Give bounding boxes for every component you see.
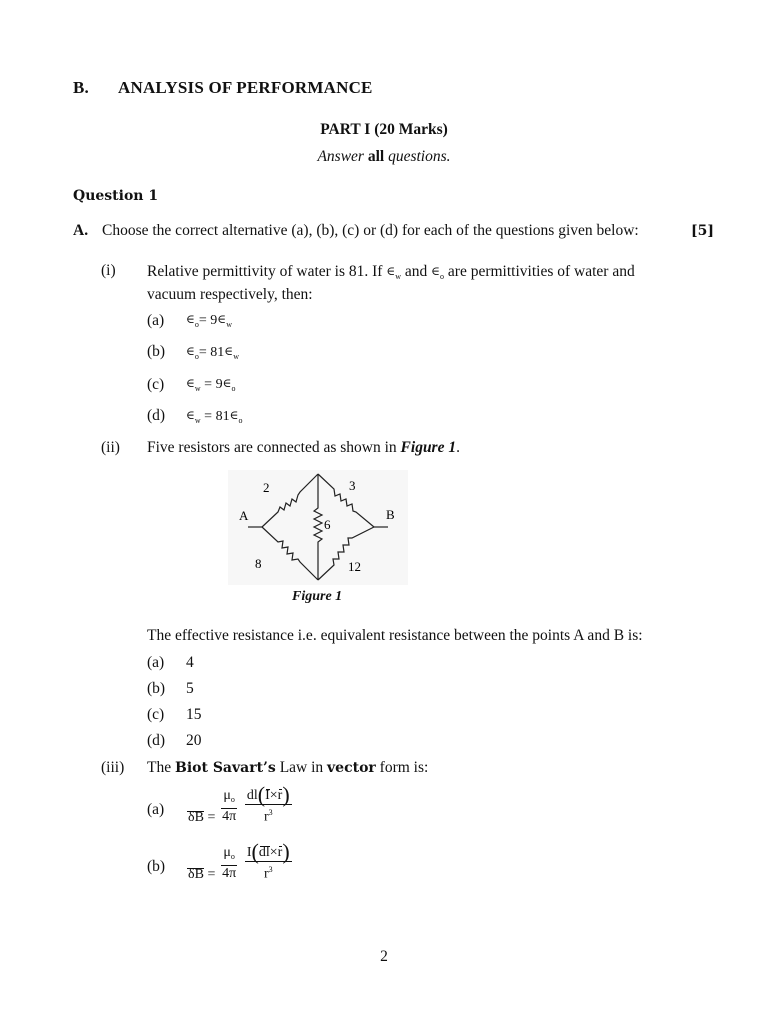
q1-option-d-label: (d) — [147, 407, 166, 424]
node-a-label: A — [239, 508, 249, 523]
q2-text: Five resistors are connected as shown in Figure 1. — [147, 439, 460, 456]
q2-option-b-value: 5 — [186, 680, 194, 697]
q3-text: The Biot Savart’s Law in vector form is: — [147, 759, 429, 776]
q2-option-d-label: (d) — [147, 732, 166, 749]
q3-option-b-label: (b) — [147, 858, 166, 875]
q1-text-line2: vacuum respectively, then: — [147, 286, 313, 303]
q2-option-a-value: 4 — [186, 654, 194, 671]
resistor-label-top-right: 3 — [349, 478, 356, 493]
question-title: Question 1 — [73, 188, 159, 204]
part-a-label: A. — [73, 222, 89, 239]
q2-option-d-value: 20 — [186, 732, 202, 749]
node-b-label: B — [386, 507, 395, 522]
part-instruction: Answer all questions. — [317, 148, 451, 165]
marks: [5] — [691, 223, 714, 239]
section-letter: B. — [73, 78, 89, 97]
q2-number: (ii) — [101, 439, 120, 456]
resistor-label-middle: 6 — [324, 517, 331, 532]
section-title: ANALYSIS OF PERFORMANCE — [118, 78, 373, 97]
q1-option-b: $\in_o=$ $81\in_w$ — [186, 344, 239, 361]
q3-option-b-formula: δB = $\frac{\mu_o}{4\pi}$ $\frac{I(dl\times r)}{r^3}$ — [188, 838, 290, 882]
resistor-label-bottom-left: 8 — [255, 556, 262, 571]
q1-option-b-label: (b) — [147, 343, 166, 360]
q3-option-a-formula: δB = $\frac{\mu_o}{4\pi}$ $\frac{dl(I\times r)}{r^3}$ — [188, 781, 290, 825]
q2-option-a-label: (a) — [147, 654, 165, 671]
q1-option-a-label: (a) — [147, 312, 165, 329]
q1-option-d: $\in_w$ = $81\in_o$ — [186, 408, 243, 425]
q2-option-c-label: (c) — [147, 706, 165, 723]
q2-option-c-value: 15 — [186, 706, 202, 723]
resistor-label-top-left: 2 — [263, 480, 270, 495]
q1-option-a: $\in_o=$ $9\in_w$ — [186, 312, 232, 329]
q2-option-b-label: (b) — [147, 680, 166, 697]
part-a-text: Choose the correct alternative (a), (b), (c) or (d) for each of the questions given below: — [102, 222, 639, 239]
q1-option-c: $\in_w$ = $9\in_o$ — [186, 376, 236, 393]
part-title: PART I (20 Marks) — [320, 121, 448, 138]
q2-question: The effective resistance i.e. equivalent resistance between the points A and B is: — [147, 627, 643, 644]
resistor-network-figure — [228, 470, 408, 585]
q1-number: (i) — [101, 262, 116, 279]
q3-number: (iii) — [101, 759, 125, 776]
q3-option-a-label: (a) — [147, 801, 165, 818]
page-number: 2 — [380, 948, 388, 965]
resistor-label-bottom-right: 12 — [348, 559, 361, 574]
q1-option-c-label: (c) — [147, 376, 165, 393]
figure-caption: Figure 1 — [292, 589, 343, 604]
q1-text-line1: Relative permittivity of water is 81. If $\in_w$ and $\in_o$ are permittivities of water and — [147, 263, 635, 281]
